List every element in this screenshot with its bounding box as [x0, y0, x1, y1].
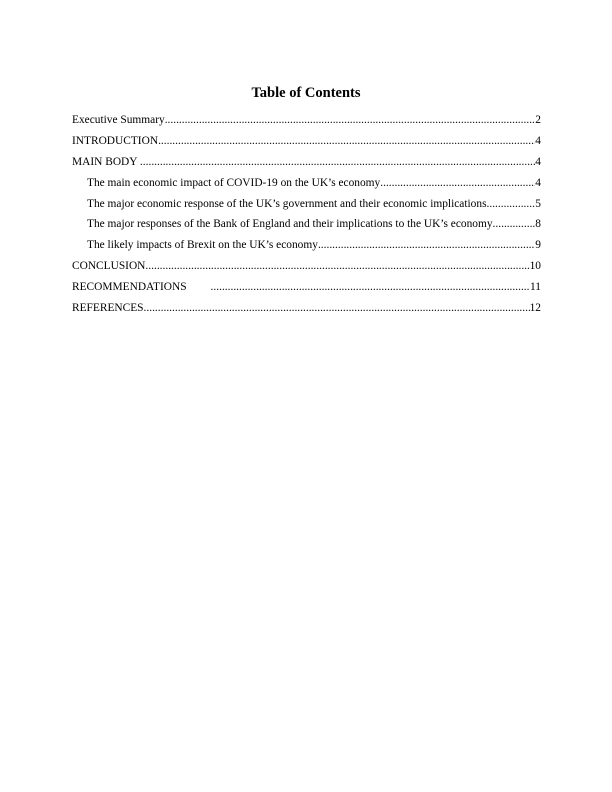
toc-entry-label: MAIN BODY	[72, 155, 140, 168]
toc-entry-government-response[interactable]	[72, 197, 541, 218]
dot-leader	[144, 301, 530, 316]
dot-leader	[158, 134, 535, 149]
toc-entry-page-number: 10	[529, 260, 541, 273]
toc-entry-page-number: 8	[535, 218, 541, 231]
toc-entry-page-number: 4	[535, 176, 541, 189]
toc-entry-executive-summary[interactable]	[72, 113, 541, 134]
dot-leader	[487, 197, 536, 212]
toc-entry-label: REFERENCES	[72, 302, 144, 315]
toc-entry-label: The major responses of the Bank of England and their implications to the UK’s economy	[87, 218, 493, 231]
toc-entry-covid-impact[interactable]	[72, 176, 541, 197]
toc-entry-page-number: 4	[535, 134, 541, 147]
toc-entry-references[interactable]	[72, 301, 541, 322]
toc-entry-label: The likely impacts of Brexit on the UK’s economy	[87, 239, 318, 252]
toc-entry-introduction[interactable]	[72, 134, 541, 155]
toc-entry-page-number: 11	[530, 281, 541, 294]
toc-entry-label: INTRODUCTION	[72, 134, 159, 147]
dot-leader	[211, 280, 530, 295]
toc-entry-recommendations[interactable]	[72, 280, 541, 301]
dot-leader	[140, 155, 535, 170]
toc-entry-page-number: 4	[535, 155, 541, 168]
dot-leader	[318, 238, 535, 253]
toc-entry-label: CONCLUSION	[72, 260, 146, 273]
toc-entry-conclusion[interactable]	[72, 259, 541, 280]
toc-entry-page-number: 12	[529, 302, 541, 315]
toc-title: Table of Contents	[251, 85, 361, 101]
toc-entry-bank-of-england[interactable]	[72, 217, 541, 238]
toc-entry-label: Executive Summary	[72, 114, 165, 126]
dot-leader	[380, 176, 535, 191]
toc-entry-label: The main economic impact of COVID-19 on the UK’s economy	[87, 176, 381, 189]
toc-entry-brexit-impacts[interactable]	[72, 238, 541, 259]
dot-leader	[145, 259, 529, 274]
toc-entry-label: The major economic response of the UK’s government and their economic implications	[87, 197, 487, 210]
toc-entry-page-number: 2	[535, 114, 541, 126]
dot-leader	[493, 217, 536, 232]
toc-entry-main-body[interactable]	[72, 155, 541, 176]
toc-list	[72, 113, 541, 322]
toc-entry-page-number: 9	[535, 239, 541, 252]
dot-leader	[165, 113, 536, 128]
toc-entry-label: RECOMMENDATIONS	[72, 281, 187, 294]
toc-entry-page-number: 5	[535, 197, 541, 210]
